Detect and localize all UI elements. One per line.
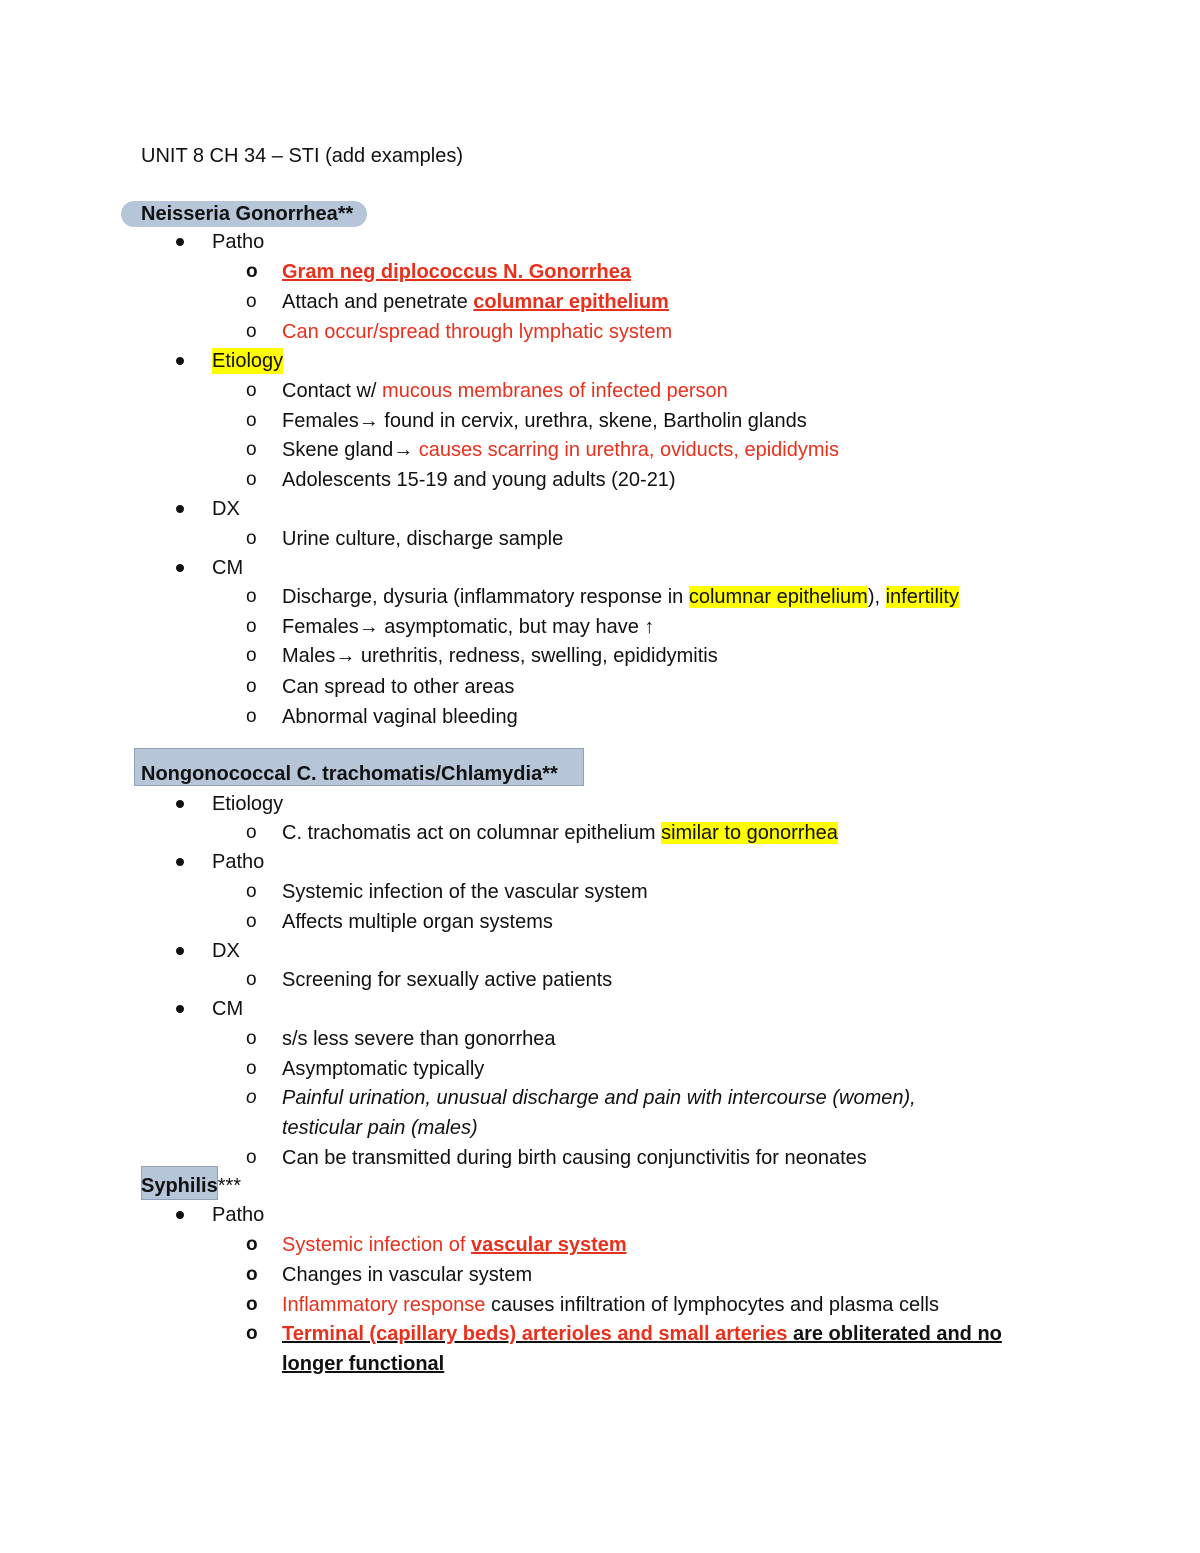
section-heading-gonorrhea: Neisseria Gonorrhea** xyxy=(141,203,354,225)
section-heading-chlamydia: Nongonococcal C. trachomatis/Chlamydia** xyxy=(141,763,558,785)
bullet-dot-icon xyxy=(176,800,184,808)
list-item-text: Screening for sexually active patients xyxy=(282,969,613,991)
sub-bullet-icon: o xyxy=(246,1294,258,1315)
bullet-label: CM xyxy=(212,998,244,1020)
bullet-dot-icon xyxy=(176,858,184,866)
sub-bullet-icon: o xyxy=(246,881,257,902)
list-item-text: C. trachomatis act on columnar epithelium similar to gonorrhea xyxy=(282,822,838,844)
sub-bullet-icon: o xyxy=(246,380,257,401)
bullet-label: Etiology xyxy=(212,350,284,372)
bullet-label: Etiology xyxy=(212,793,284,815)
arrow-right-icon: → xyxy=(393,439,414,461)
list-item-text: Gram neg diplococcus N. Gonorrhea xyxy=(282,261,631,283)
list-item-text: Females→ asymptomatic, but may have ↑ xyxy=(282,616,655,638)
list-item-text: longer functional xyxy=(282,1353,445,1375)
bullet-label: Patho xyxy=(212,851,265,873)
sub-bullet-icon: o xyxy=(246,291,257,312)
sub-bullet-icon: o xyxy=(246,1323,258,1344)
list-item-text: Skene gland→ causes scarring in urethra, oviducts, epididymis xyxy=(282,439,839,461)
bullet-label: DX xyxy=(212,940,240,962)
sub-bullet-icon: o xyxy=(246,321,257,342)
list-item-text: Inflammatory response causes infiltration of lymphocytes and plasma cells xyxy=(282,1294,939,1316)
list-item-text: Adolescents 15-19 and young adults (20-21) xyxy=(282,469,676,491)
sub-bullet-icon: o xyxy=(246,822,257,843)
list-item-text: Abnormal vaginal bleeding xyxy=(282,706,518,728)
bullet-dot-icon xyxy=(176,1211,184,1219)
list-item-text: Females→ found in cervix, urethra, skene, Bartholin glands xyxy=(282,410,807,432)
list-item-text: s/s less severe than gonorrhea xyxy=(282,1028,556,1050)
sub-bullet-icon: o xyxy=(246,1234,258,1255)
list-item-text: Urine culture, discharge sample xyxy=(282,528,564,550)
bullet-label: Patho xyxy=(212,1204,265,1226)
arrow-right-icon: → xyxy=(358,410,379,432)
sub-bullet-icon: o xyxy=(246,1028,257,1049)
sub-bullet-icon: o xyxy=(246,410,257,431)
section-heading-syphilis: Syphilis*** xyxy=(141,1175,242,1197)
list-item-text: testicular pain (males) xyxy=(282,1117,478,1139)
document-title: UNIT 8 CH 34 – STI (add examples) xyxy=(141,145,463,167)
sub-bullet-icon: o xyxy=(246,586,257,607)
bullet-label: Patho xyxy=(212,231,265,253)
sub-bullet-icon: o xyxy=(246,469,257,490)
list-item-text: Painful urination, unusual discharge and pain with intercourse (women), xyxy=(282,1087,916,1109)
sub-bullet-icon: o xyxy=(246,645,257,666)
list-item-text: Males→ urethritis, redness, swelling, epididymitis xyxy=(282,645,718,667)
sub-bullet-icon: o xyxy=(246,528,257,549)
list-item-text: Affects multiple organ systems xyxy=(282,911,553,933)
list-item-text: Terminal (capillary beds) arterioles and small arteries are obliterated and no xyxy=(282,1323,1002,1345)
list-item-text: Systemic infection of the vascular system xyxy=(282,881,648,903)
bullet-dot-icon xyxy=(176,238,184,246)
arrow-right-icon: → xyxy=(335,645,356,667)
sub-bullet-icon: o xyxy=(246,1087,257,1108)
list-item-text: Systemic infection of vascular system xyxy=(282,1234,627,1256)
sub-bullet-icon: o xyxy=(246,439,257,460)
sub-bullet-icon: o xyxy=(246,676,257,697)
arrow-right-icon: → xyxy=(358,616,379,638)
bullet-dot-icon xyxy=(176,1005,184,1013)
sub-bullet-icon: o xyxy=(246,911,257,932)
sub-bullet-icon: o xyxy=(246,1147,257,1168)
bullet-dot-icon xyxy=(176,947,184,955)
sub-bullet-icon: o xyxy=(246,969,257,990)
sub-bullet-icon: o xyxy=(246,706,257,727)
sub-bullet-icon: o xyxy=(246,616,257,637)
list-item-text: Discharge, dysuria (inflammatory response in columnar epithelium), infertility xyxy=(282,586,959,608)
list-item-text: Attach and penetrate columnar epithelium xyxy=(282,291,669,313)
list-item-text: Asymptomatic typically xyxy=(282,1058,485,1080)
list-item-text: Can occur/spread through lymphatic system xyxy=(282,321,673,343)
sub-bullet-icon: o xyxy=(246,1058,257,1079)
bullet-dot-icon xyxy=(176,357,184,365)
bullet-dot-icon xyxy=(176,505,184,513)
list-item-text: Contact w/ mucous membranes of infected person xyxy=(282,380,728,402)
list-item-text: Changes in vascular system xyxy=(282,1264,533,1286)
bullet-label: CM xyxy=(212,557,244,579)
bullet-dot-icon xyxy=(176,564,184,572)
sub-bullet-icon: o xyxy=(246,1264,258,1285)
list-item-text: Can be transmitted during birth causing conjunctivitis for neonates xyxy=(282,1147,867,1169)
list-item-text: Can spread to other areas xyxy=(282,676,515,698)
bullet-label: DX xyxy=(212,498,240,520)
sub-bullet-icon: o xyxy=(246,261,258,282)
